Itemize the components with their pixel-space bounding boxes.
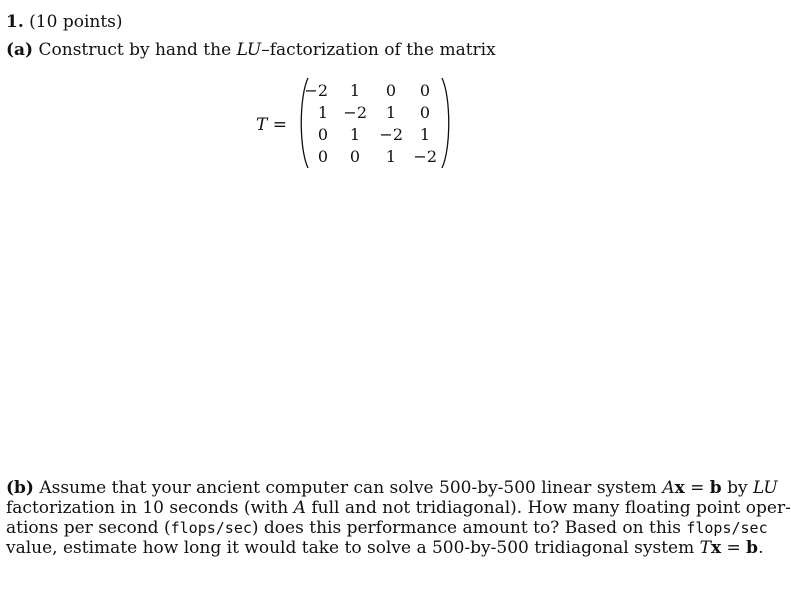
math-equals: = [684,478,710,498]
math-A: A [293,498,306,518]
problem-number: 1. [6,12,24,32]
matrix-cell: 0 [317,125,328,144]
matrix-cell: 0 [317,147,328,166]
part-b-text: by [721,478,753,498]
matrix-cell: 1 [419,125,430,144]
part-b-label: (b) [6,478,34,498]
part-b-text: Assume that your ancient computer can solve 500-by-500 linear system [39,478,657,498]
math-x: x [674,478,685,498]
math-equals: = [721,538,747,558]
part-a-label: (a) [6,40,34,60]
matrix-cell: −2 [379,125,403,144]
matrix-cell: −2 [343,103,367,122]
matrix-cell: 1 [385,147,396,166]
matrix-cell: −2 [413,147,437,166]
matrix-name: T [256,115,268,135]
matrix-cell: 1 [349,125,360,144]
matrix-cell: −2 [304,81,328,100]
part-b-line-1 [6,478,778,498]
matrix-cell: 0 [419,81,430,100]
flops-code: flops/sec [686,519,768,537]
flops-code: flops/sec [170,519,252,537]
part-a-statement [6,40,496,60]
matrix-cell: 1 [385,103,396,122]
math-T: T [699,538,711,558]
right-parenthesis [440,77,454,169]
part-b-line-2 [6,498,791,518]
matrix-T [296,77,454,169]
matrix-cell: 0 [349,147,360,166]
part-b-text: ) does this performance amount to? Based on this [251,518,681,538]
part-a-text-before: Construct by hand the [38,40,232,60]
part-a-lu: LU [236,40,262,60]
math-LU: LU [752,478,778,498]
problem-points: (10 points) [29,12,123,32]
matrix-label [256,115,287,135]
matrix-cell: 1 [349,81,360,100]
matrix-cell: 0 [419,103,430,122]
math-b: b [746,538,759,558]
math-b: b [709,478,722,498]
part-b-text: full and not tridiagonal). How many floating point oper- [311,498,791,518]
part-b-line-3 [6,518,768,538]
math-x: x [710,538,722,558]
part-b-statement [6,478,791,558]
math-A: A [662,478,675,498]
part-b-text: factorization in 10 seconds (with [6,498,289,518]
part-b-text: . [758,538,764,558]
part-b-text: value, estimate how long it would take to solve a 500-by-500 tridiagonal system [6,538,695,558]
part-b-text: ations per second ( [6,518,171,538]
part-b-line-4 [6,538,764,558]
matrix-cell: 0 [385,81,396,100]
matrix-equals: = [272,115,287,135]
part-a-text-after: –factorization of the matrix [261,40,496,60]
problem-heading [6,12,123,32]
matrix-cell: 1 [317,103,328,122]
